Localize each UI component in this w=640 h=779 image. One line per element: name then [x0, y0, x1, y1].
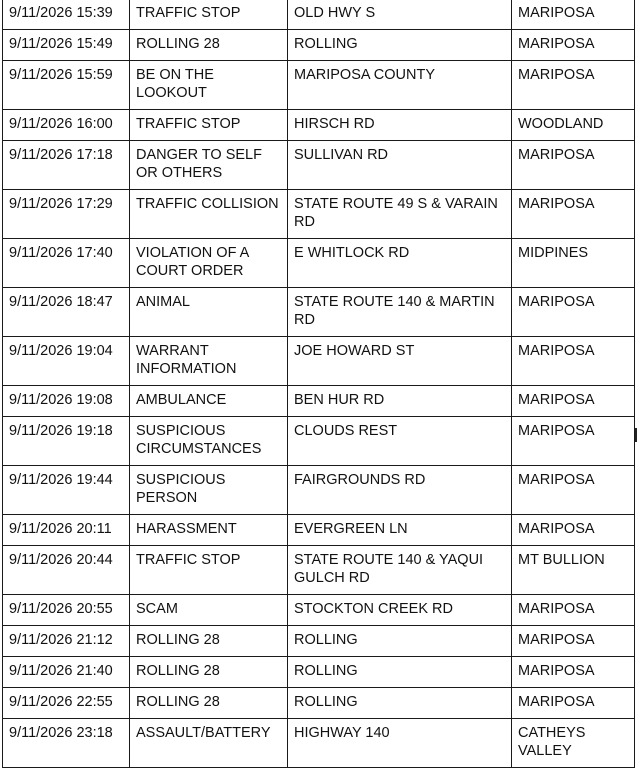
datetime-cell: 9/11/2026 20:44: [3, 546, 130, 595]
datetime-cell: 9/11/2026 21:40: [3, 657, 130, 688]
location-cell: ROLLING: [288, 688, 512, 719]
call-type-cell: TRAFFIC COLLISION: [130, 190, 288, 239]
table-row: [3, 190, 635, 239]
datetime-cell: 9/11/2026 20:55: [3, 595, 130, 626]
call-type-cell: SUSPICIOUS CIRCUMSTANCES: [130, 417, 288, 466]
datetime-cell: 9/11/2026 19:04: [3, 337, 130, 386]
area-cell: MARIPOSA: [512, 61, 635, 110]
datetime-cell: 9/11/2026 23:18: [3, 719, 130, 768]
table-row: [3, 546, 635, 595]
datetime-cell: 9/11/2026 19:08: [3, 386, 130, 417]
datetime-cell: 9/11/2026 19:44: [3, 466, 130, 515]
area-cell: MARIPOSA: [512, 417, 635, 466]
area-cell: WOODLAND: [512, 110, 635, 141]
datetime-cell: 9/11/2026 22:55: [3, 688, 130, 719]
area-cell: MARIPOSA: [512, 595, 635, 626]
location-cell: STATE ROUTE 140 & MARTIN RD: [288, 288, 512, 337]
call-type-cell: BE ON THE LOOKOUT: [130, 61, 288, 110]
area-cell: CATHEYS VALLEY: [512, 719, 635, 768]
table-row: [3, 30, 635, 61]
datetime-cell: 9/11/2026 15:39: [3, 0, 130, 30]
datetime-cell: 9/11/2026 16:00: [3, 110, 130, 141]
area-cell: MARIPOSA: [512, 190, 635, 239]
call-type-cell: ANIMAL: [130, 288, 288, 337]
area-cell: MARIPOSA: [512, 0, 635, 30]
call-type-cell: WARRANT INFORMATION: [130, 337, 288, 386]
datetime-cell: 9/11/2026 19:18: [3, 417, 130, 466]
location-cell: STATE ROUTE 49 S & VARAIN RD: [288, 190, 512, 239]
table-row: [3, 688, 635, 719]
table-row: [3, 466, 635, 515]
table-row: [3, 337, 635, 386]
location-cell: E WHITLOCK RD: [288, 239, 512, 288]
call-type-cell: ASSAULT/BATTERY: [130, 719, 288, 768]
call-type-cell: SCAM: [130, 595, 288, 626]
call-type-cell: TRAFFIC STOP: [130, 0, 288, 30]
call-type-cell: ROLLING 28: [130, 657, 288, 688]
table-row: [3, 595, 635, 626]
call-type-cell: DANGER TO SELF OR OTHERS: [130, 141, 288, 190]
location-cell: STOCKTON CREEK RD: [288, 595, 512, 626]
datetime-cell: 9/11/2026 15:59: [3, 61, 130, 110]
datetime-cell: 9/11/2026 17:18: [3, 141, 130, 190]
area-cell: MARIPOSA: [512, 657, 635, 688]
location-cell: ROLLING: [288, 30, 512, 61]
area-cell: MT BULLION: [512, 546, 635, 595]
location-cell: BEN HUR RD: [288, 386, 512, 417]
table-row: [3, 0, 635, 30]
location-cell: CLOUDS REST: [288, 417, 512, 466]
table-row: [3, 110, 635, 141]
table-row: [3, 515, 635, 546]
call-type-cell: VIOLATION OF A COURT ORDER: [130, 239, 288, 288]
table-row: [3, 288, 635, 337]
area-cell: MARIPOSA: [512, 30, 635, 61]
area-cell: MARIPOSA: [512, 337, 635, 386]
call-type-cell: HARASSMENT: [130, 515, 288, 546]
location-cell: FAIRGROUNDS RD: [288, 466, 512, 515]
location-cell: ROLLING: [288, 657, 512, 688]
table-row: [3, 61, 635, 110]
datetime-cell: 9/11/2026 21:12: [3, 626, 130, 657]
datetime-cell: 9/11/2026 17:29: [3, 190, 130, 239]
area-cell: MARIPOSA: [512, 626, 635, 657]
area-cell: MARIPOSA: [512, 688, 635, 719]
datetime-cell: 9/11/2026 20:11: [3, 515, 130, 546]
call-type-cell: ROLLING 28: [130, 626, 288, 657]
table-row: [3, 417, 635, 466]
call-type-cell: AMBULANCE: [130, 386, 288, 417]
location-cell: EVERGREEN LN: [288, 515, 512, 546]
area-cell: MARIPOSA: [512, 466, 635, 515]
location-cell: JOE HOWARD ST: [288, 337, 512, 386]
area-cell: MIDPINES: [512, 239, 635, 288]
call-type-cell: TRAFFIC STOP: [130, 110, 288, 141]
table-row: [3, 626, 635, 657]
incident-log-table: [2, 0, 635, 768]
table-row: [3, 657, 635, 688]
table-row: [3, 719, 635, 768]
location-cell: ROLLING: [288, 626, 512, 657]
location-cell: HIGHWAY 140: [288, 719, 512, 768]
location-cell: SULLIVAN RD: [288, 141, 512, 190]
datetime-cell: 9/11/2026 15:49: [3, 30, 130, 61]
call-type-cell: TRAFFIC STOP: [130, 546, 288, 595]
datetime-cell: 9/11/2026 17:40: [3, 239, 130, 288]
location-cell: HIRSCH RD: [288, 110, 512, 141]
table-row: [3, 386, 635, 417]
area-cell: MARIPOSA: [512, 386, 635, 417]
area-cell: MARIPOSA: [512, 515, 635, 546]
area-cell: MARIPOSA: [512, 141, 635, 190]
edge-cursor-mark: [635, 428, 637, 442]
table-row: [3, 239, 635, 288]
location-cell: MARIPOSA COUNTY: [288, 61, 512, 110]
location-cell: STATE ROUTE 140 & YAQUI GULCH RD: [288, 546, 512, 595]
call-type-cell: ROLLING 28: [130, 688, 288, 719]
datetime-cell: 9/11/2026 18:47: [3, 288, 130, 337]
table-row: [3, 141, 635, 190]
call-type-cell: SUSPICIOUS PERSON: [130, 466, 288, 515]
area-cell: MARIPOSA: [512, 288, 635, 337]
call-type-cell: ROLLING 28: [130, 30, 288, 61]
location-cell: OLD HWY S: [288, 0, 512, 30]
